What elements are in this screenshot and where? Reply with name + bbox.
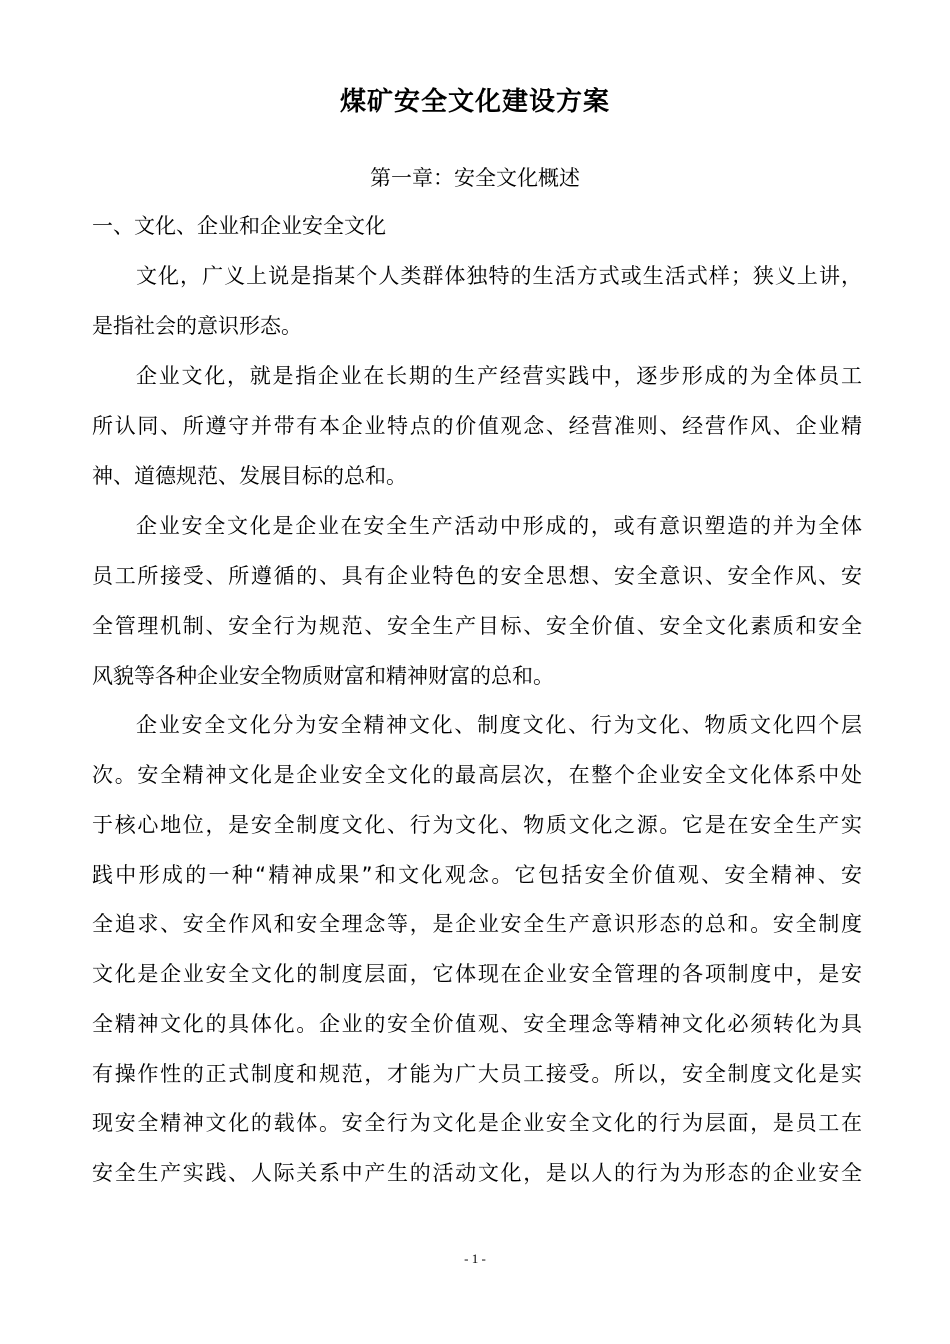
paragraph-4-line-5: 全追求、安全作风和安全理念等，是企业安全生产意识形态的总和。安全制度 [92,912,862,936]
paragraph-4-line-10: 安全生产实践、人际关系中产生的活动文化，是以人的行为为形态的企业安全 [92,1161,862,1185]
paragraph-1-line-2: 是指社会的意识形态。 [92,314,302,338]
paragraph-4-line-4: 践中形成的一种“精神成果”和文化观念。它包括安全价值观、安全精神、安 [92,863,862,887]
paragraph-4-line-8: 有操作性的正式制度和规范，才能为广大员工接受。所以，安全制度文化是实 [92,1062,862,1086]
paragraph-2-line-2: 所认同、所遵守并带有本企业特点的价值观念、经营准则、经营作风、企业精 [92,414,862,438]
paragraph-3-line-2: 员工所接受、所遵循的、具有企业特色的安全思想、安全意识、安全作风、安 [92,564,862,588]
paragraph-4-line-7: 全精神文化的具体化。企业的安全价值观、安全理念等精神文化必须转化为具 [92,1012,862,1036]
page-number: - 1 - [464,1251,486,1266]
paragraph-4-line-3: 于核心地位，是安全制度文化、行为文化、物质文化之源。它是在安全生产实 [92,813,862,837]
paragraph-3-line-4: 风貌等各种企业安全物质财富和精神财富的总和。 [92,664,554,688]
paragraph-4-line-9: 现安全精神文化的载体。安全行为文化是企业安全文化的行为层面，是员工在 [92,1111,862,1135]
section-heading: 一、文化、企业和企业安全文化 [92,214,386,238]
paragraph-2-line-1: 企业文化，就是指企业在长期的生产经营实践中，逐步形成的为全体员工 [136,364,862,388]
paragraph-4-line-1: 企业安全文化分为安全精神文化、制度文化、行为文化、物质文化四个层 [136,713,862,737]
paragraph-1-line-1: 文化，广义上说是指某个人类群体独特的生活方式或生活式样；狭义上讲， [136,264,862,288]
paragraph-4-line-2: 次。安全精神文化是企业安全文化的最高层次，在整个企业安全文化体系中处 [92,763,862,787]
paragraph-4-line-6: 文化是企业安全文化的制度层面，它体现在企业安全管理的各项制度中，是安 [92,962,862,986]
paragraph-2-line-3: 神、道德规范、发展目标的总和。 [92,464,407,488]
chapter-heading: 第一章：安全文化概述 [370,166,580,190]
document-title: 煤矿安全文化建设方案 [339,87,610,117]
paragraph-3-line-3: 全管理机制、安全行为规范、安全生产目标、安全价值、安全文化素质和安全 [92,614,862,638]
paragraph-3-line-1: 企业安全文化是企业在安全生产活动中形成的，或有意识塑造的并为全体 [136,514,862,538]
